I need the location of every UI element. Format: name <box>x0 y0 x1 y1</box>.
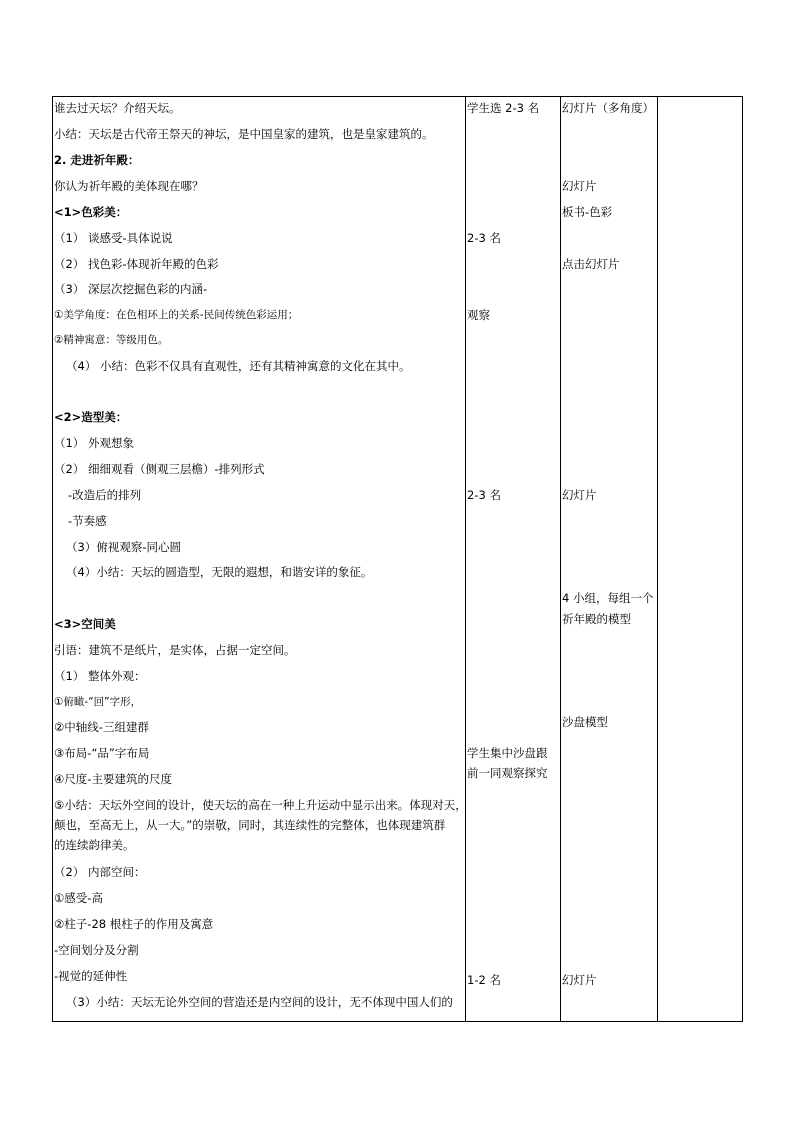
content-line: 颠也，至高无上，从一大。”的崇敬，同时，其连续性的完整体，也体现建筑群 <box>54 818 446 832</box>
activity-cell: 学生集中沙盘跟 <box>467 746 548 760</box>
content-line: -空间划分及分割 <box>54 943 139 957</box>
section-heading: <2>造型美： <box>54 410 128 424</box>
resource-cell: 4 小组，每组一个 <box>562 591 654 605</box>
content-line: ②精神寓意：等级用色。 <box>54 334 169 346</box>
content-line: ③布局-“品”字布局 <box>54 746 150 760</box>
content-line: ①俯瞰-“回”字形， <box>54 696 142 708</box>
content-line: 小结：天坛是古代帝王祭天的神坛，是中国皇家的建筑，也是皇家建筑的。 <box>54 127 434 141</box>
content-line: ②柱子-28 根柱子的作用及寓意 <box>54 917 214 931</box>
content-line: ⑤小结：天坛外空间的设计，使天坛的高在一种上升运动中显示出来。体现对天， <box>54 798 467 812</box>
content-line: （2） 内部空间： <box>54 865 146 879</box>
section-heading: <1>色彩美： <box>54 205 128 219</box>
content-line: 的连续韵律美。 <box>54 838 135 852</box>
section-heading: <3>空间美 <box>54 617 116 631</box>
activity-cell: 学生选 2-3 名 <box>467 101 540 115</box>
activity-cell: 前一同观察探究 <box>467 766 548 780</box>
column-divider-2 <box>560 96 561 1022</box>
resource-cell: 幻灯片 <box>562 488 597 502</box>
content-line: （2） 找色彩-体现祈年殿的色彩 <box>54 257 219 271</box>
content-line: （3）小结：天坛无论外空间的营造还是内空间的设计，无不体现中国人们的 <box>66 995 453 1009</box>
activity-cell: 1-2 名 <box>467 973 501 987</box>
content-line: ②中轴线-三组建群 <box>54 720 149 734</box>
content-line: 谁去过天坛？介绍天坛。 <box>54 101 181 115</box>
content-line: -视觉的延伸性 <box>54 969 128 983</box>
resource-cell: 幻灯片 <box>562 179 597 193</box>
content-line: （4）小结：天坛的圆造型，无限的遐想，和谐安详的象征。 <box>66 565 373 579</box>
section-heading: 2. 走进祈年殿： <box>54 153 140 167</box>
column-divider-3 <box>657 96 658 1022</box>
content-line: （3）俯视观察-同心圆 <box>66 540 181 554</box>
resource-cell: 点击幻灯片 <box>562 257 620 271</box>
content-line: （3） 深层次挖掘色彩的内涵- <box>54 282 208 296</box>
activity-cell: 2-3 名 <box>467 488 501 502</box>
content-line: （1） 整体外观： <box>54 669 146 683</box>
content-line: （4） 小结：色彩不仅具有直观性，还有其精神寓意的文化在其中。 <box>66 359 411 373</box>
resource-cell: 幻灯片（多角度） <box>562 101 654 115</box>
resource-cell: 幻灯片 <box>562 973 597 987</box>
content-line: （1） 谈感受-具体说说 <box>54 231 173 245</box>
resource-cell: 祈年殿的模型 <box>562 612 631 626</box>
content-line: -改造后的排列 <box>68 488 142 502</box>
content-line: ①美学角度：在色相环上的关系-民间传统色彩运用； <box>54 309 299 321</box>
resource-cell: 沙盘模型 <box>562 715 608 729</box>
activity-cell: 2-3 名 <box>467 231 501 245</box>
column-divider-1 <box>465 96 466 1022</box>
activity-cell: 观察 <box>467 308 490 322</box>
content-line: ①感受-高 <box>54 891 103 905</box>
content-line: （2） 细细观看（侧观三层檐）-排列形式 <box>54 462 265 476</box>
content-line: -节奏感 <box>68 514 107 528</box>
content-line: 你认为祈年殿的美体现在哪？ <box>54 179 204 193</box>
content-line: ④尺度-主要建筑的尺度 <box>54 772 172 786</box>
content-line: 引语：建筑不是纸片，是实体，占据一定空间。 <box>54 643 296 657</box>
resource-cell: 板书-色彩 <box>562 205 613 219</box>
content-line: （1） 外观想象 <box>54 436 134 450</box>
